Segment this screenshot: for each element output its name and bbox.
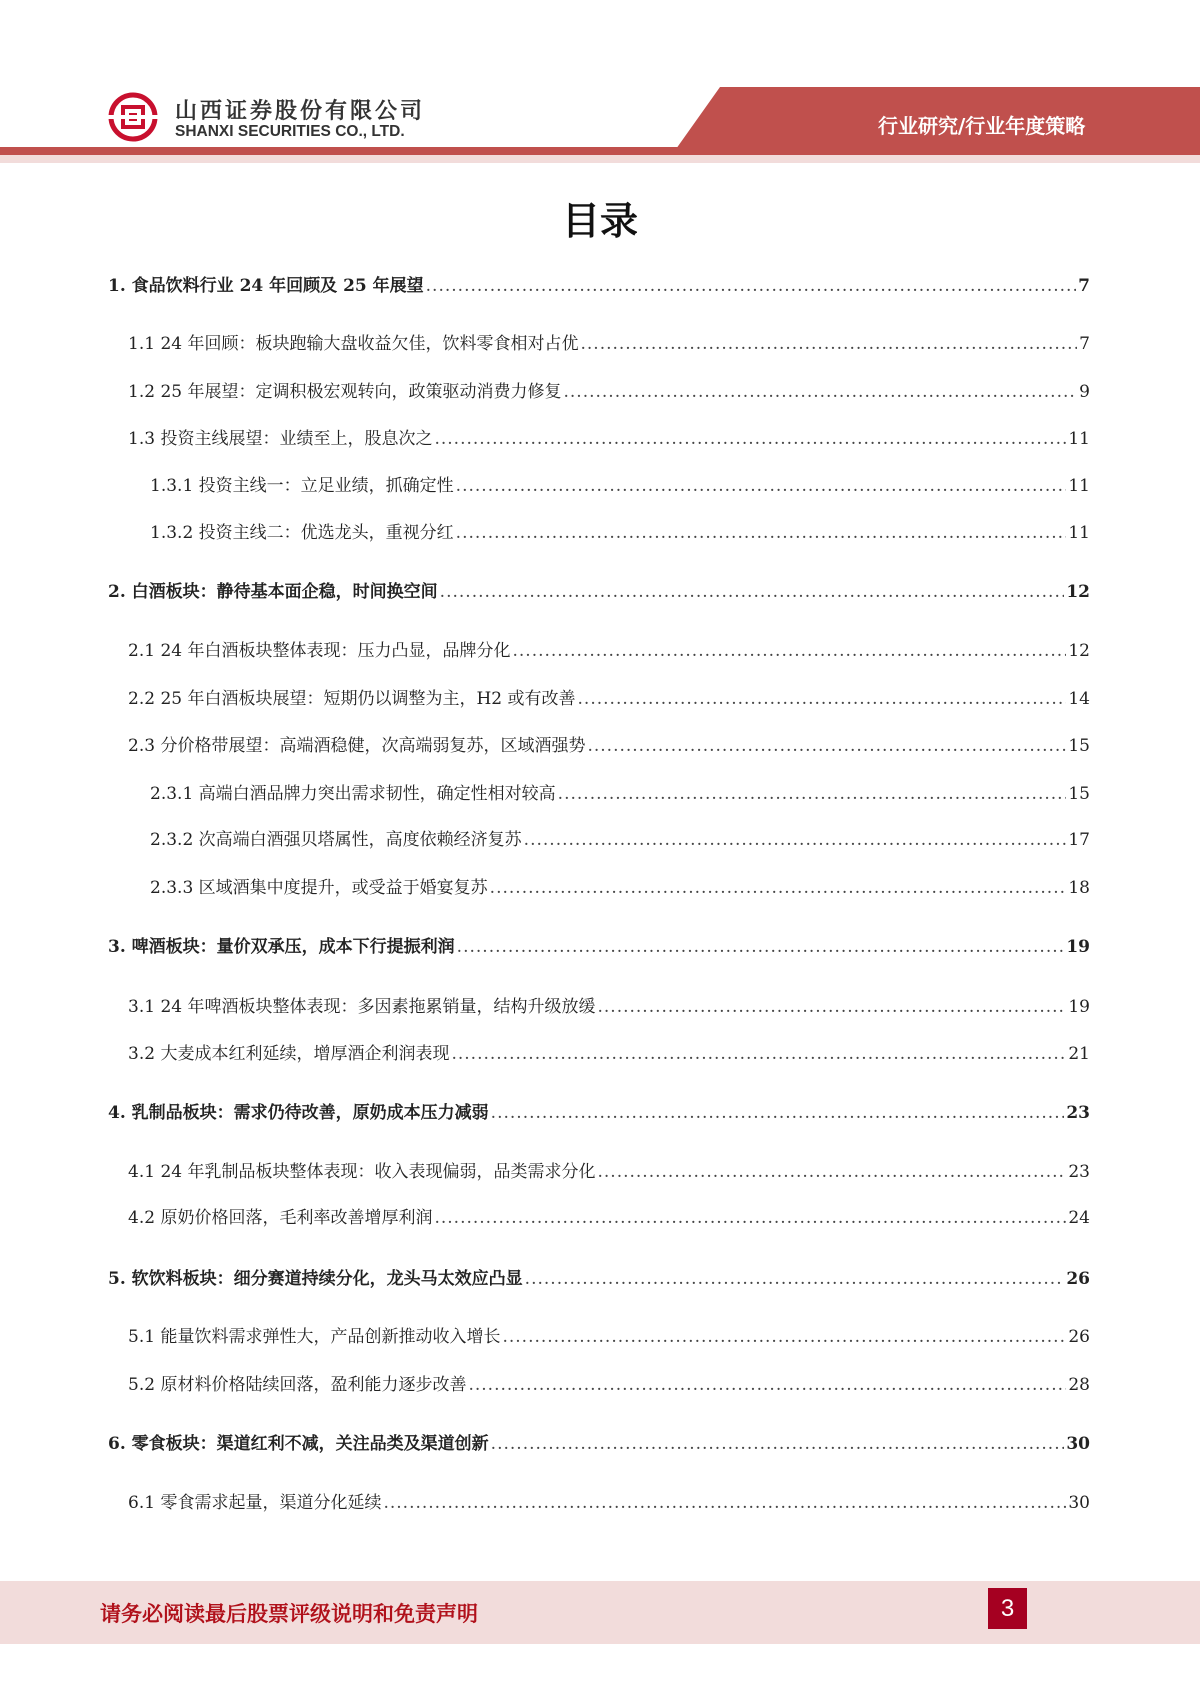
toc-entry-label: 5. 软饮料板块：细分赛道持续分化，龙头马太效应凸显 xyxy=(108,1269,523,1289)
toc-entry-label: 4.2 原奶价格回落，毛利率改善增厚利润 xyxy=(128,1208,433,1228)
toc-entry-label: 6.1 零食需求起量，渠道分化延续 xyxy=(128,1493,382,1513)
toc-entry-label: 2. 白酒板块：静待基本面企稳，时间换空间 xyxy=(108,582,438,602)
toc-leader xyxy=(502,1327,1066,1347)
toc-entry-label: 1.3 投资主线展望：业绩至上，股息次之 xyxy=(128,429,433,449)
toc-leader xyxy=(587,736,1066,756)
company-name-cn: 山西证券股份有限公司 xyxy=(175,99,426,124)
toc-entry-label: 2.3.1 高端白酒品牌力突出需求韧性，确定性相对较高 xyxy=(150,784,556,804)
toc-entry-label: 1.3.2 投资主线二：优选龙头，重视分红 xyxy=(150,523,454,543)
toc-leader xyxy=(468,1375,1066,1395)
toc-leader xyxy=(597,1162,1066,1182)
toc-leader xyxy=(597,997,1066,1017)
toc-entry[interactable] xyxy=(150,518,1090,542)
header-divider xyxy=(0,147,1200,155)
toc-entry-page: 12 xyxy=(1066,582,1090,602)
toc-entry[interactable] xyxy=(128,1370,1090,1394)
toc-entry-label: 5.1 能量饮料需求弹性大，产品创新推动收入增长 xyxy=(128,1327,501,1347)
toc-entry-page: 15 xyxy=(1068,784,1090,804)
toc-entry-page: 23 xyxy=(1068,1162,1090,1182)
toc-entry-label: 2.1 24 年白酒板块整体表现：压力凸显，品牌分化 xyxy=(128,641,511,661)
toc-entry-label: 1.3.1 投资主线一：立足业绩，抓确定性 xyxy=(150,476,454,496)
toc-entry-page: 19 xyxy=(1066,937,1090,957)
toc-entry[interactable] xyxy=(108,1098,1090,1122)
toc-entry[interactable] xyxy=(108,1264,1090,1288)
toc-entry[interactable] xyxy=(128,424,1090,448)
page-number: 3 xyxy=(988,1588,1027,1629)
toc-entry-label: 2.2 25 年白酒板块展望：短期仍以调整为主，H2 或有改善 xyxy=(128,689,576,709)
toc-entry-page: 11 xyxy=(1068,429,1090,449)
toc-leader xyxy=(456,476,1067,496)
toc-leader xyxy=(563,382,1077,402)
toc-entry-label: 1. 食品饮料行业 24 年回顾及 25 年展望 xyxy=(108,276,424,296)
toc-entry[interactable] xyxy=(128,684,1090,708)
toc-entry[interactable] xyxy=(108,1429,1090,1453)
toc-leader xyxy=(426,276,1077,296)
toc-leader xyxy=(512,641,1066,661)
toc-leader xyxy=(434,429,1066,449)
toc-entry-label: 1.2 25 年展望：定调积极宏观转向，政策驱动消费力修复 xyxy=(128,382,562,402)
toc-entry-page: 11 xyxy=(1068,523,1090,543)
header-divider-light xyxy=(0,155,1200,163)
toc-leader xyxy=(580,334,1077,354)
page-title: 目录 xyxy=(561,199,638,243)
toc-leader xyxy=(491,1103,1065,1123)
toc-entry-label: 3.2 大麦成本红利延续，增厚酒企利润表现 xyxy=(128,1044,450,1064)
toc-entry[interactable] xyxy=(128,1039,1090,1063)
toc-entry-page: 12 xyxy=(1068,641,1090,661)
toc-leader xyxy=(383,1493,1066,1513)
toc-leader xyxy=(524,830,1067,850)
toc-entry-page: 19 xyxy=(1068,997,1090,1017)
toc-leader xyxy=(491,1434,1065,1454)
toc-entry-label: 2.3.2 次高端白酒强贝塔属性，高度依赖经济复苏 xyxy=(150,830,522,850)
toc-leader xyxy=(456,523,1067,543)
disclaimer-link[interactable]: 请务必阅读最后股票评级说明和免责声明 xyxy=(100,1601,478,1626)
toc-entry[interactable] xyxy=(150,471,1090,495)
toc-entry[interactable] xyxy=(108,271,1090,295)
toc-entry[interactable] xyxy=(128,1322,1090,1346)
toc-entry[interactable] xyxy=(128,1488,1090,1512)
toc-entry[interactable] xyxy=(108,932,1090,956)
toc-entry-page: 23 xyxy=(1066,1103,1090,1123)
toc-entry[interactable] xyxy=(128,731,1090,755)
toc-leader xyxy=(440,582,1065,602)
toc-leader xyxy=(558,784,1067,804)
toc-entry-page: 26 xyxy=(1066,1269,1090,1289)
toc-entry-page: 30 xyxy=(1068,1493,1090,1513)
toc-entry-label: 3. 啤酒板块：量价双承压，成本下行提振利润 xyxy=(108,937,455,957)
toc-entry-page: 28 xyxy=(1068,1375,1090,1395)
toc-entry[interactable] xyxy=(150,825,1090,849)
toc-entry-page: 7 xyxy=(1078,276,1090,296)
toc-entry-page: 11 xyxy=(1068,476,1090,496)
company-logo-icon xyxy=(108,92,158,142)
toc-entry[interactable] xyxy=(128,377,1090,401)
toc-entry[interactable] xyxy=(128,1157,1090,1181)
toc-leader xyxy=(457,937,1065,957)
toc-entry-label: 4. 乳制品板块：需求仍待改善，原奶成本压力减弱 xyxy=(108,1103,489,1123)
toc-leader xyxy=(578,689,1067,709)
toc-entry-page: 15 xyxy=(1068,736,1090,756)
toc-entry-page: 21 xyxy=(1068,1044,1090,1064)
toc-entry[interactable] xyxy=(128,1203,1090,1227)
toc-leader xyxy=(525,1269,1065,1289)
toc-entry-label: 3.1 24 年啤酒板块整体表现：多因素拖累销量，结构升级放缓 xyxy=(128,997,596,1017)
toc-entry-label: 2.3.3 区域酒集中度提升，或受益于婚宴复苏 xyxy=(150,878,488,898)
toc-entry-label: 4.1 24 年乳制品板块整体表现：收入表现偏弱，品类需求分化 xyxy=(128,1162,596,1182)
toc-entry-page: 26 xyxy=(1068,1327,1090,1347)
toc-entry[interactable] xyxy=(128,992,1090,1016)
toc-entry[interactable] xyxy=(108,577,1090,601)
toc-entry-page: 14 xyxy=(1068,689,1090,709)
company-name-en: SHANXI SECURITIES CO., LTD. xyxy=(175,123,405,140)
toc-leader xyxy=(434,1208,1066,1228)
toc-entry-label: 2.3 分价格带展望：高端酒稳健，次高端弱复苏，区域酒强势 xyxy=(128,736,586,756)
toc-entry-page: 24 xyxy=(1068,1208,1090,1228)
toc-entry[interactable] xyxy=(150,779,1090,803)
toc-entry[interactable] xyxy=(150,873,1090,897)
toc-entry-page: 17 xyxy=(1068,830,1090,850)
toc-leader xyxy=(490,878,1067,898)
toc-entry-page: 30 xyxy=(1066,1434,1090,1454)
toc-leader xyxy=(451,1044,1066,1064)
toc-entry-page: 9 xyxy=(1079,382,1090,402)
toc-entry-label: 1.1 24 年回顾：板块跑输大盘收益欠佳，饮料零食相对占优 xyxy=(128,334,579,354)
toc-entry-label: 5.2 原材料价格陆续回落，盈利能力逐步改善 xyxy=(128,1375,467,1395)
report-category: 行业研究/行业年度策略 xyxy=(878,114,1086,138)
toc-entry[interactable] xyxy=(128,636,1090,660)
toc-entry-label: 6. 零食板块：渠道红利不减，关注品类及渠道创新 xyxy=(108,1434,489,1454)
toc-entry-page: 18 xyxy=(1068,878,1090,898)
toc-entry[interactable] xyxy=(128,329,1090,353)
toc-entry-page: 7 xyxy=(1079,334,1090,354)
